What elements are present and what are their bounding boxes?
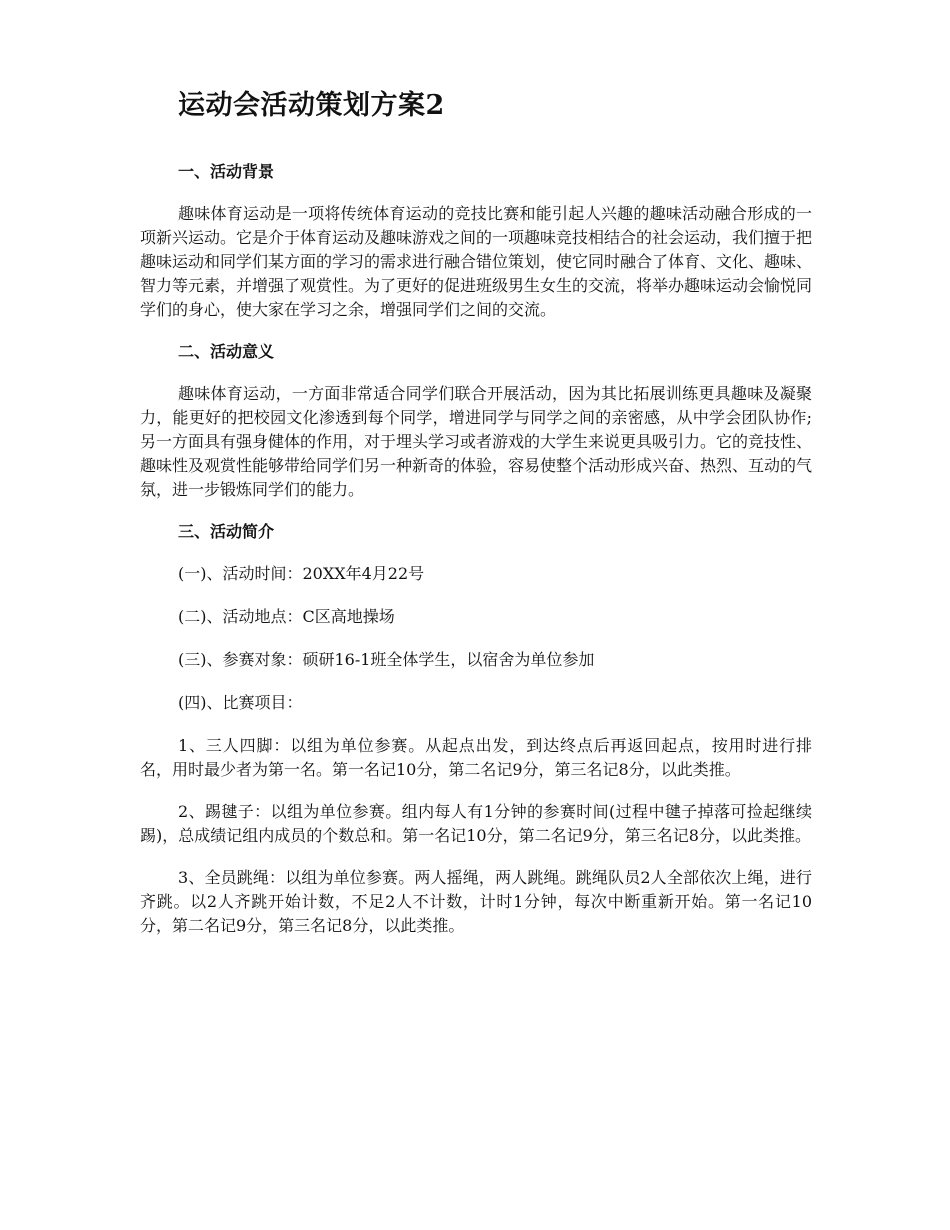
overview-item-time: (一)、活动时间：20XX年4月22号 [178, 564, 425, 583]
document-page [140, 86, 812, 938]
event-item-jump-rope: 3、全员跳绳：以组为单位参赛。两人摇绳，两人跳绳。跳绳队员2人全部依次上绳，进行齐跳。以2人齐跳开始计数，不足2人不计数，计时1分钟，每次中断重新开始。第一名记10分，第二名记9分，第三名记8分，以此类推。 [140, 868, 812, 935]
overview-item-events: (四)、比赛项目： [178, 693, 303, 712]
overview-item-location: (二)、活动地点：C区高地操场 [178, 607, 395, 626]
paragraph-background: 趣味体育运动是一项将传统体育运动的竞技比赛和能引起人兴趣的趣味活动融合形成的一项新兴运动。它是介于体育运动及趣味游戏之间的一项趣味竞技相结合的社会运动，我们擅于把趣味运动和同学们某方面的学习的需求进行融合错位策划，使它同时融合了体育、文化、趣味、智力等元素，并增强了观赏性。为了更好的促进班级男生女生的交流，将举办趣味运动会愉悦同学们的身心，使大家在学习之余，增强同学们之间的交流。 [140, 204, 813, 319]
document-title: 运动会活动策划方案2 [178, 90, 445, 121]
section-heading-background: 一、活动背景 [178, 162, 275, 181]
overview-item-participants: (三)、参赛对象：硕研16-1班全体学生，以宿舍为单位参加 [178, 650, 595, 669]
event-item-shuttlecock: 2、踢毽子：以组为单位参赛。组内每人有1分钟的参赛时间(过程中毽子掉落可捡起继续踢)，总成绩记组内成员的个数总和。第一名记10分，第二名记9分，第三名记8分，以此类推。 [140, 802, 812, 845]
event-item-three-legged: 1、三人四脚：以组为单位参赛。从起点出发，到达终点后再返回起点，按用时进行排名，用时最少者为第一名。第一名记10分，第二名记9分，第三名记8分，以此类推。 [140, 736, 812, 779]
section-heading-significance: 二、活动意义 [178, 342, 275, 361]
paragraph-significance: 趣味体育运动，一方面非常适合同学们联合开展活动，因为其比拓展训练更具趣味及凝聚力，能更好的把校园文化渗透到每个同学，增进同学与同学之间的亲密感，从中学会团队协作;另一方面具有强身健体的作用，对于埋头学习或者游戏的大学生来说更具吸引力。它的竞技性、趣味性及观赏性能够带给同学们另一种新奇的体验，容易使整个活动形成兴奋、热烈、互动的气氛，进一步锻炼同学们的能力。 [140, 384, 813, 499]
section-heading-overview: 三、活动简介 [178, 522, 275, 541]
